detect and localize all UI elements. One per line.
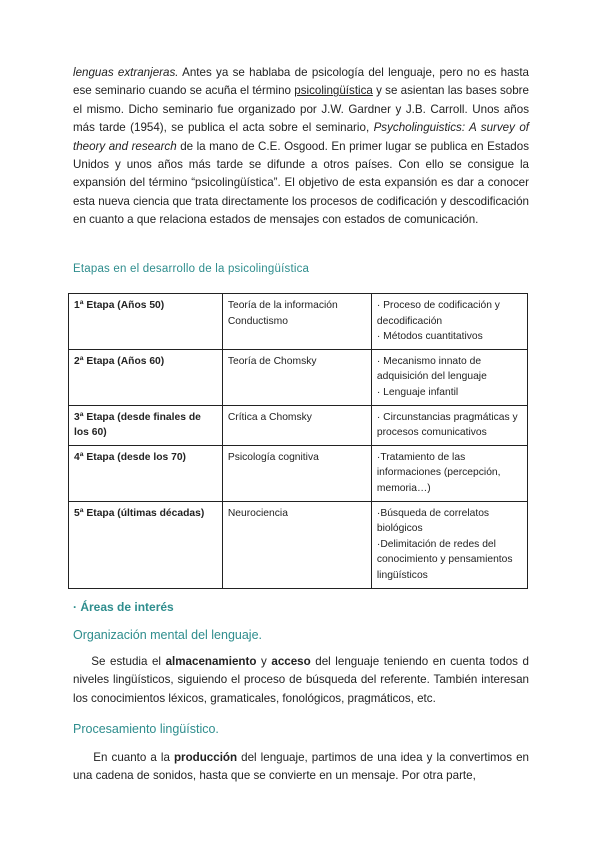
teoria-cell: Teoría de la información Conductismo [222, 294, 371, 350]
teoria-cell: Neurociencia [222, 501, 371, 588]
bold-term: acceso [271, 655, 311, 668]
etapa-cell: 2ª Etapa (Años 60) [69, 349, 223, 405]
areas-heading: · Áreas de interés [73, 600, 174, 614]
caracteristicas-cell [371, 294, 527, 350]
caracteristica-item: ·Búsqueda de correlatos biológicos [376, 507, 490, 535]
intro-italic-start: lenguas extranjeras. [73, 66, 179, 79]
caracteristicas-cell [371, 501, 527, 588]
para-text: En cuanto a la [93, 751, 174, 764]
caracteristicas-cell [371, 405, 527, 445]
etapas-table [68, 293, 528, 589]
section-title-procesamiento: Procesamiento lingüístico. [73, 722, 219, 736]
table-row [69, 445, 528, 501]
table-row [69, 501, 528, 588]
caracteristica-item: · Circunstancias pragmáticas y procesos comunicativos [376, 411, 518, 439]
teoria-cell: Teoría de Chomsky [222, 349, 371, 405]
caracteristica-item: ·Delimitación de redes del conocimiento y pensamientos lingüísticos [376, 538, 513, 581]
etapa-cell: 1ª Etapa (Años 50) [69, 294, 223, 350]
table-row [69, 294, 528, 350]
table-title: Etapas en el desarrollo de la psicolingüística [73, 263, 310, 275]
intro-text-a: Antes ya se hablaba de psicología del lenguaje, pero no es hasta ese seminario cuando se acuña el término [73, 66, 530, 98]
caracteristica-item: ·Tratamiento de las informaciones (percepción, memoria…) [376, 451, 501, 494]
bold-term: almacenamiento [165, 655, 257, 668]
etapa-cell: 5ª Etapa (últimas décadas) [69, 501, 223, 588]
intro-paragraph [73, 64, 529, 230]
table-row [69, 349, 528, 405]
caracteristicas-cell [371, 445, 527, 501]
caracteristica-item: · Métodos cuantitativos [376, 331, 483, 343]
teoria-cell: Crítica a Chomsky [222, 405, 371, 445]
etapa-cell: 4ª Etapa (desde los 70) [69, 445, 223, 501]
section-paragraph-organizacion [73, 653, 529, 708]
intro-text-b: y se asientan las bases sobre el mismo. Dicho seminario fue organizado por J.W. Gardner y J.B. Carroll. Unos años más tarde (1954), se publica el acta sobre el seminario, [73, 84, 529, 135]
caracteristica-item: · Proceso de codificación y decodificación [376, 300, 500, 327]
intro-text-c: de la mano de C.E. Osgood. En primer lugar se publica en Estados Unidos y unos años más tarde se difunde a otros países. Con ello se consigue la expansión del término “psicolingüística”. El objetivo de esta expansión es dar a conocer esta nueva ciencia que trata directamente los procesos de codificación y descodificación en cuanto a que relaciona estados de mensajes con estados de comunicación. [73, 139, 529, 227]
para-text: Se estudia el [91, 655, 166, 668]
caracteristica-item: · Lenguaje infantil [376, 386, 459, 398]
term-psicolinguistica: psicolingüística [294, 84, 373, 98]
table-row [69, 405, 528, 445]
para-text: y [256, 655, 272, 668]
para-text: del lenguaje, partimos de una idea y la convertimos en una cadena de sonidos, hasta que se convierte en un mensaje. Por otra parte, [73, 751, 529, 783]
teoria-cell: Psicología cognitiva [222, 445, 371, 501]
etapa-cell: 3ª Etapa (desde finales de los 60) [69, 405, 223, 445]
caracteristica-item: · Mecanismo innato de adquisición del lenguaje [376, 355, 487, 383]
para-text: del lenguaje teniendo en cuenta todos d niveles lingüísticos, siguiendo el proceso de búsqueda del referente. También interesan los conocimientos léxicos, gramaticales, fonológicos, pragmáticos, etc. [73, 655, 529, 705]
bold-term: producción [173, 751, 238, 764]
intro-italic-title: Psycholinguistics: A survey of theory and research [73, 121, 529, 153]
section-title-organizacion: Organización mental del lenguaje. [73, 628, 263, 642]
caracteristicas-cell [371, 349, 527, 405]
section-paragraph-procesamiento [73, 749, 529, 786]
